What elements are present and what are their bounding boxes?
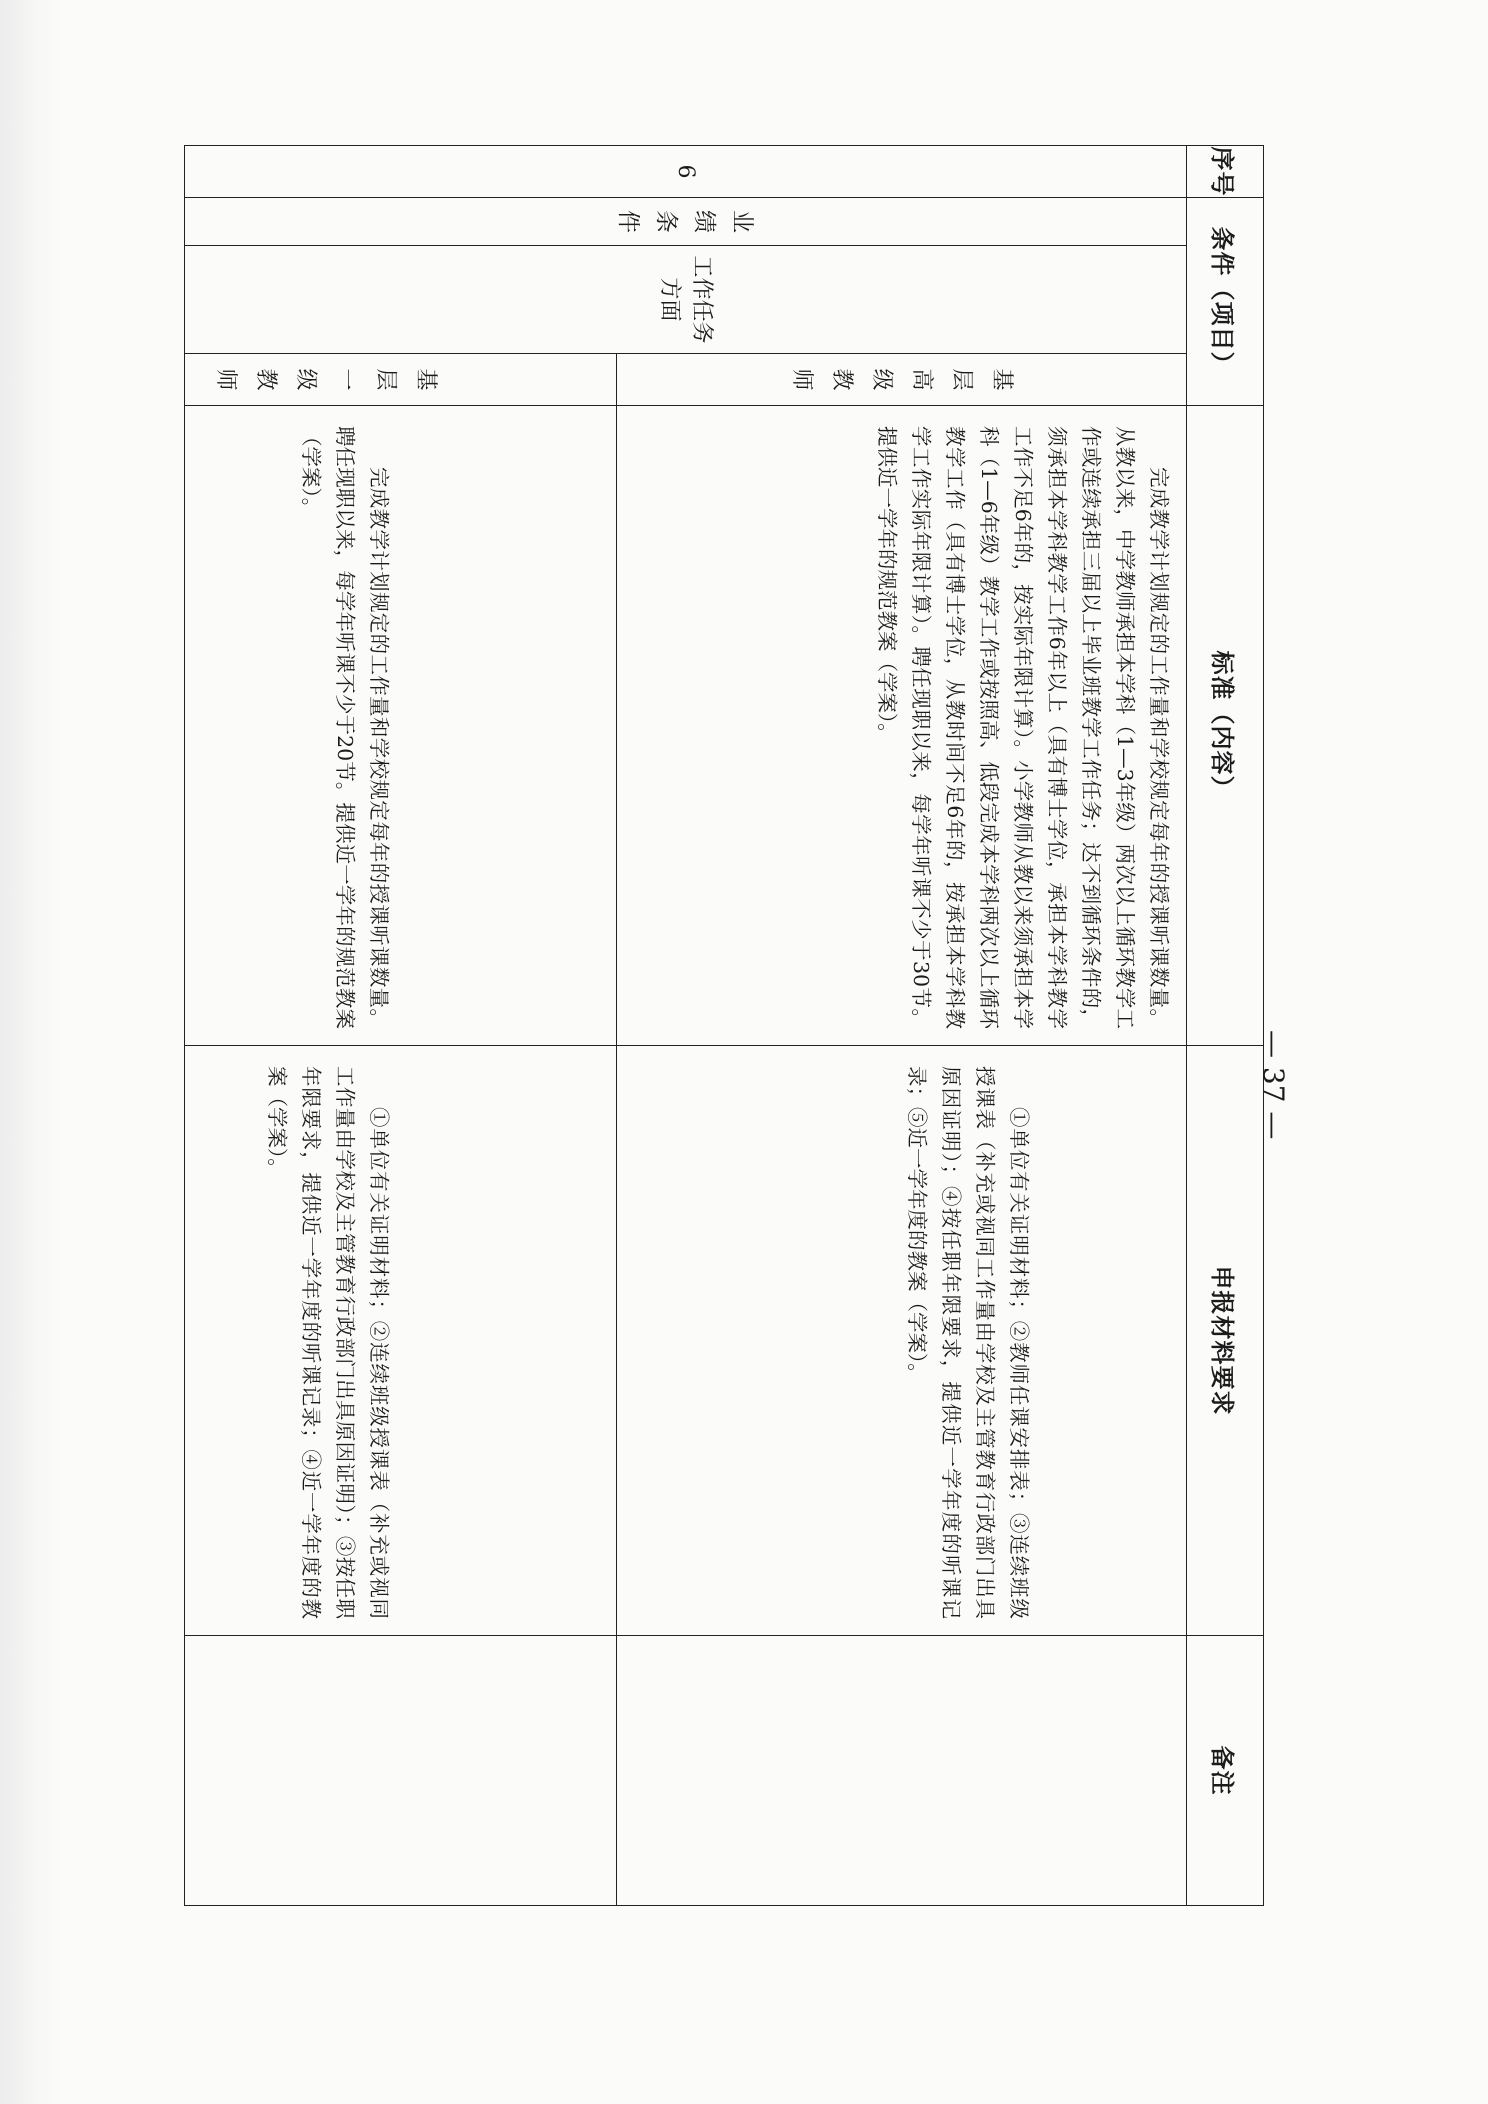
standard-cell-first-level: 完成教学计划规定的工作量和学校规定每年的授课听课数量。聘任现职以来，每学年听课不少于20节。提供近一学年的规范教案（学案）。 [185, 406, 617, 1046]
materials-cell-senior: ①单位有关证明材料；②教师任课安排表；③连续班级授课表（补充或视同工作量由学校及主管教育行政部门出具原因证明）；④按任职年限要求，提供近一学年度的听课记录；⑤近一学年度的教案（学案）。 [617, 1046, 1187, 1636]
header-materials: 申报材料要求 [1187, 1046, 1264, 1636]
sub-category-first-level: 基 层 一 级 教 师 [185, 354, 617, 406]
sub-category-senior: 基 层 高 级 教 师 [617, 354, 1187, 406]
aspect-label: 工作任务方面 [185, 246, 1187, 354]
table-row-senior [617, 146, 1187, 1906]
header-condition: 条件（项目） [1187, 198, 1264, 406]
scan-edge-shadow [0, 0, 62, 2104]
standard-cell-senior: 完成教学计划规定的工作量和学校规定每年的授课听课数量。从教以来，中学教师承担本学科（1—3年级）两次以上循环教学工作或连续承担三届以上毕业班教学工作任务；达不到循环条件的，须承担本学科教学工作6年以上（具有博士学位，承担本学科教学工作不足6年的，按实际年限计算）。小学教师从教以来须承担本学科（1—6年级）教学工作或按照高、低段完成本学科两次以上循环教学工作（具有博士学位，从教时间不足6年的，按承担本学科教学工作实际年限计算）。聘任现职以来，每学年听课不少于30节。提供近一学年的规范教案（学案）。 [617, 406, 1187, 1046]
header-seq: 序号 [1187, 146, 1264, 198]
header-row [1187, 146, 1264, 1906]
header-standard: 标准（内容） [1187, 406, 1264, 1046]
row-seq-number: 6 [185, 146, 1187, 198]
header-remarks: 备注 [1187, 1636, 1264, 1906]
remarks-cell-senior [617, 1636, 1187, 1906]
table-row-first-level [185, 146, 617, 1906]
evaluation-criteria-table [184, 145, 1264, 1906]
category-label: 业 绩 条 件 [185, 198, 1187, 246]
rotated-table-wrapper [184, 145, 1264, 1905]
remarks-cell-first-level [185, 1636, 617, 1906]
page-number: — 37 — [1257, 1030, 1290, 1140]
materials-cell-first-level: ①单位有关证明材料；②连续班级授课表（补充或视同工作量由学校及主管教育行政部门出具原因证明）；③按任职年限要求，提供近一学年度的听课记录；④近一学年度的教案（学案）。 [185, 1046, 617, 1636]
